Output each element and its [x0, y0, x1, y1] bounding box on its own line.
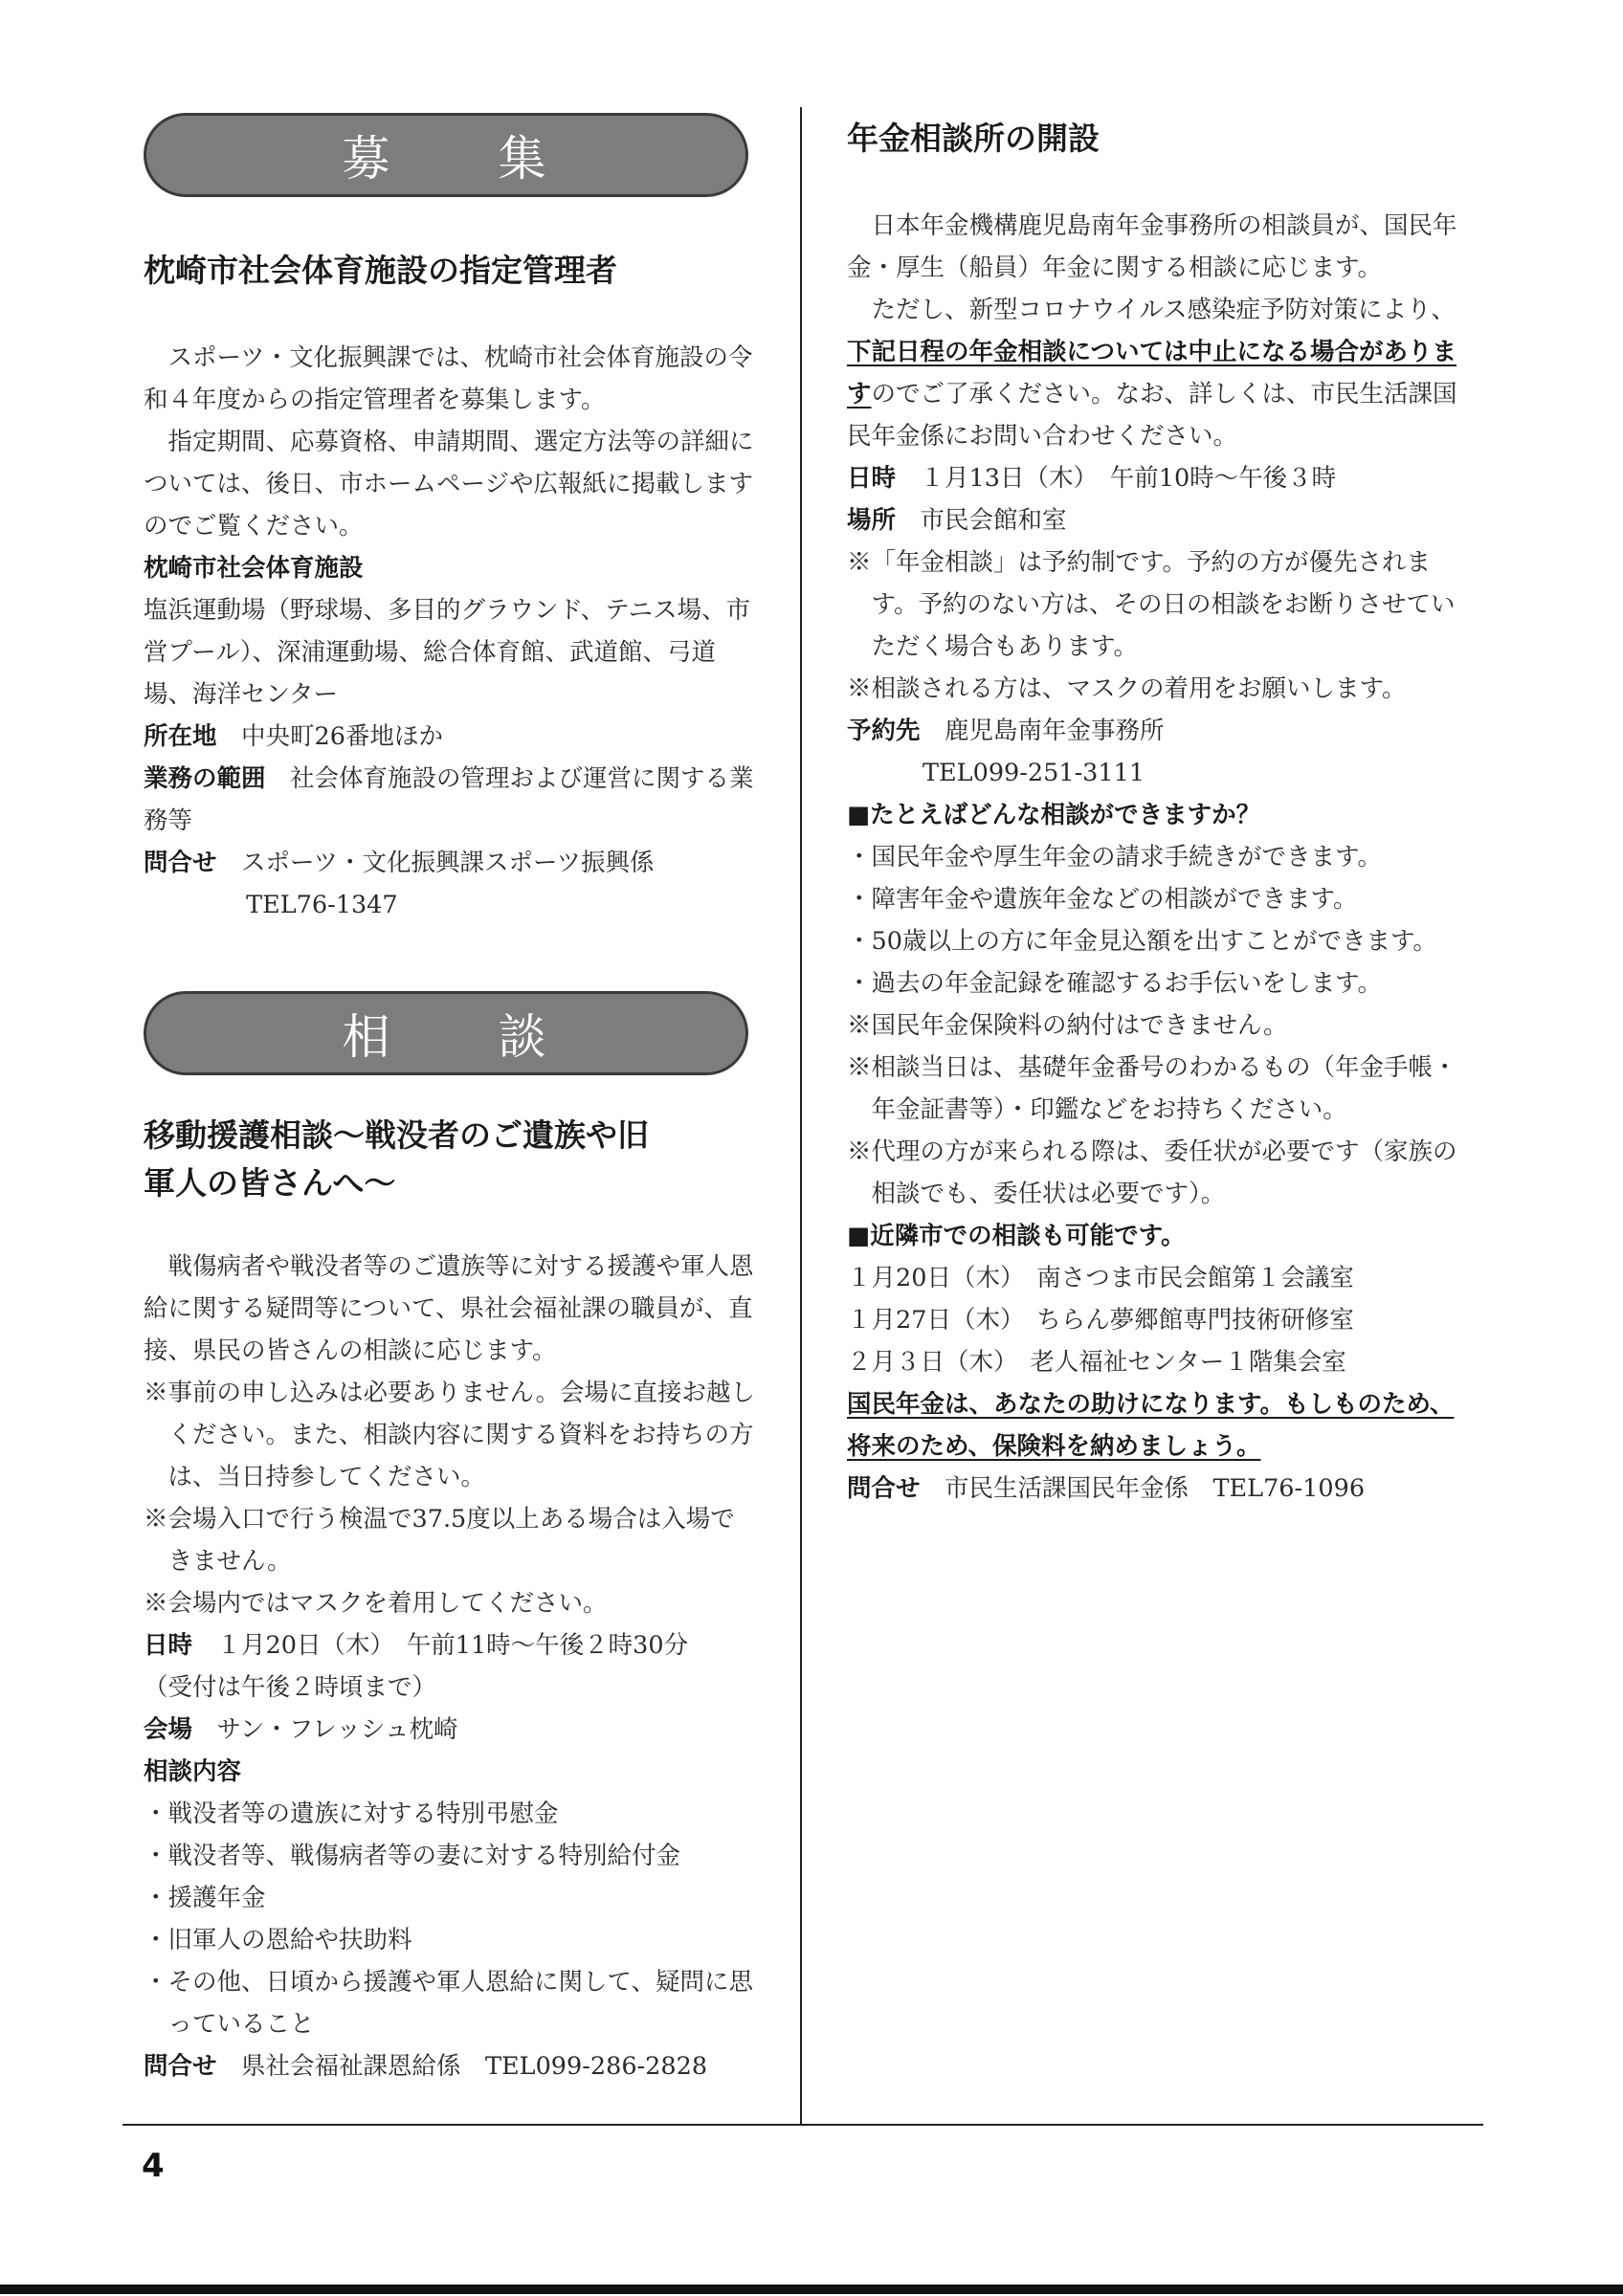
content-label: 相談内容: [144, 1757, 242, 1786]
contact-text: スポーツ・文化振興課スポーツ振興係: [241, 849, 655, 877]
list-item: ・旧軍人の恩給や扶助料: [144, 1926, 412, 1954]
support-title: [144, 1112, 649, 1207]
facilities-text: 塩浜運動場（野球場、多目的グラウンド、テニス場、市営プール）、深浦運動場、総合体育館、武道館、弓道場、海洋センター: [144, 596, 751, 709]
location-label: 所在地: [144, 722, 217, 751]
reserve-tel: TEL099-251-3111: [923, 759, 1145, 787]
banner-char: 談: [498, 1009, 550, 1065]
contact-label: 問合せ: [144, 849, 217, 877]
list-item: ・援護年金: [144, 1884, 266, 1912]
nearby-heading: ■近隣市での相談も可能です。: [847, 1222, 1186, 1250]
list-item: ・過去の年金記録を確認するお手伝いをします。: [847, 969, 1382, 998]
contact-label: 問合せ: [847, 1474, 921, 1503]
nearby-row: [847, 1341, 1469, 1383]
banner-char: 相: [342, 1009, 394, 1065]
nearby-date: ２月３日（木）: [847, 1348, 1006, 1377]
intro-text: ただし、新型コロナウイルス感染症予防対策により、: [871, 296, 1456, 324]
facility-body: [144, 337, 756, 926]
facility-intro: スポーツ・文化振興課では、枕崎市社会体育施設の令和４年度からの指定管理者を募集します。: [144, 343, 753, 414]
place-label: 場所: [847, 506, 897, 535]
venue-row: [144, 1709, 756, 1751]
scan-edge: [0, 2285, 1623, 2294]
place-text: 市民会館和室: [920, 506, 1067, 535]
nearby-date: １月27日（木）: [847, 1306, 1012, 1335]
cancel-notice: 下記日程の年金相談については中止になる場合があります: [847, 338, 1456, 408]
scope-label: 業務の範囲: [144, 764, 266, 793]
nearby-place: 南さつま市民会館第１会議室: [1036, 1264, 1354, 1292]
pension-contact-row: [847, 1468, 1469, 1510]
nearby-row: [847, 1299, 1469, 1341]
nearby-date: １月20日（木）: [847, 1264, 1012, 1292]
question-heading: ■たとえばどんな相談ができますか？: [847, 801, 1261, 829]
footer-rule: [122, 2124, 1483, 2126]
contact-label: 問合せ: [144, 2052, 217, 2081]
location-row: [144, 716, 756, 758]
contact-text: 県社会福祉課恩給係 TEL099-286-2828: [241, 2052, 708, 2081]
column-divider: [800, 107, 802, 2126]
scope-row: [144, 758, 756, 842]
pension-note: ※相談される方は、マスクの着用をお願いします。: [847, 674, 1407, 703]
pension-note: ※代理の方が来られる際は、委任状が必要です（家族の相談でも、委任状は必要です）。: [847, 1137, 1457, 1208]
contact-row: [144, 842, 756, 884]
banner-char: 集: [498, 131, 550, 187]
place-row: [847, 499, 1469, 541]
reserve-label: 予約先: [847, 717, 921, 745]
nearby-place: 老人福祉センター１階集会室: [1030, 1348, 1346, 1377]
date-text: １月20日（木） 午前11時～午後２時30分: [216, 1631, 689, 1660]
support-intro: 戦傷病者や戦没者等のご遺族等に対する援護や軍人恩給に関する疑問等について、県社会福祉課の職員が、直接、県民の皆さんの相談に応じます。: [144, 1252, 754, 1365]
banner-char: 募: [342, 131, 394, 187]
date-row: [847, 457, 1469, 499]
date-row: [144, 1624, 756, 1667]
list-item: ・国民年金や厚生年金の請求手続きができます。: [847, 843, 1382, 872]
list-item: ・50歳以上の方に年金見込額を出すことができます。: [847, 927, 1437, 956]
support-title-line: 移動援護相談～戦没者のご遺族や旧: [144, 1116, 649, 1154]
support-note: ※会場内ではマスクを着用してください。: [144, 1589, 608, 1618]
location-text: 中央町26番地ほか: [241, 722, 443, 751]
support-note: ※事前の申し込みは必要ありません。会場に直接お越しください。また、相談内容に関する資料をお持ちの方は、当日持参してください。: [144, 1379, 756, 1491]
pension-intro: [847, 289, 1469, 457]
recruit-banner: [144, 113, 748, 197]
page-number: 4: [142, 2147, 165, 2185]
support-body: [144, 1246, 756, 2087]
support-contact-row: [144, 2045, 756, 2087]
intro-text: のでご了承ください。なお、詳しくは、市民生活課国民年金係にお問い合わせください。: [847, 380, 1457, 451]
contact-text: 市民生活課国民年金係 TEL76-1096: [945, 1474, 1366, 1503]
date-label: 日時: [144, 1631, 193, 1660]
nearby-row: [847, 1257, 1469, 1299]
pension-body: [847, 205, 1469, 1510]
pension-note: ※国民年金保険料の納付はできません。: [847, 1011, 1288, 1040]
pension-intro: 日本年金機構鹿児島南年金事務所の相談員が、国民年金・厚生（船員）年金に関する相談に応じます。: [847, 211, 1457, 282]
date-label: 日時: [847, 464, 897, 493]
list-item: ・戦没者等の遺族に対する特別弔慰金: [144, 1799, 559, 1828]
venue-label: 会場: [144, 1715, 193, 1744]
list-item: ・その他、日頃から援護や軍人恩給に関して、疑問に思っていること: [144, 1968, 753, 2039]
facility-title: 枕崎市社会体育施設の指定管理者: [144, 252, 617, 289]
pension-title: 年金相談所の開設: [847, 120, 1100, 157]
list-item: ・障害年金や遺族年金などの相談ができます。: [847, 885, 1358, 914]
nearby-place: ちらん夢郷館専門技術研修室: [1036, 1306, 1354, 1335]
closing-message: 国民年金は、あなたの助けになります。もしものため、将来のため、保険料を納めましょう。: [847, 1390, 1455, 1461]
facilities-label: 枕崎市社会体育施設: [144, 554, 364, 583]
support-title-line: 軍人の皆さんへ～: [144, 1164, 396, 1202]
pension-note: ※「年金相談」は予約制です。予約の方が優先されます。予約のない方は、その日の相談をお断りさせていただく場合もあります。: [847, 548, 1456, 661]
reserve-text: 鹿児島南年金事務所: [945, 717, 1165, 745]
date-sub: （受付は午後２時頃まで）: [144, 1673, 437, 1702]
pension-note: ※相談当日は、基礎年金番号のわかるもの（年金手帳・年金証書等）・印鑑などをお持ちください。: [847, 1053, 1457, 1124]
date-text: １月13日（木） 午前10時～午後３時: [920, 464, 1337, 493]
support-note: ※会場入口で行う検温で37.5度以上ある場合は入場できません。: [144, 1505, 735, 1576]
consult-banner: [144, 991, 748, 1075]
scope-text: 社会体育施設の管理および運営に関する業務等: [144, 764, 754, 835]
venue-text: サン・フレッシュ枕崎: [216, 1715, 458, 1744]
reserve-row: [847, 710, 1469, 752]
contact-tel: TEL76-1347: [246, 891, 398, 919]
facility-intro: 指定期間、応募資格、申請期間、選定方法等の詳細については、後日、市ホームページや広報紙に掲載しますのでご覧ください。: [144, 428, 754, 541]
list-item: ・戦没者等、戦傷病者等の妻に対する特別給付金: [144, 1842, 681, 1870]
